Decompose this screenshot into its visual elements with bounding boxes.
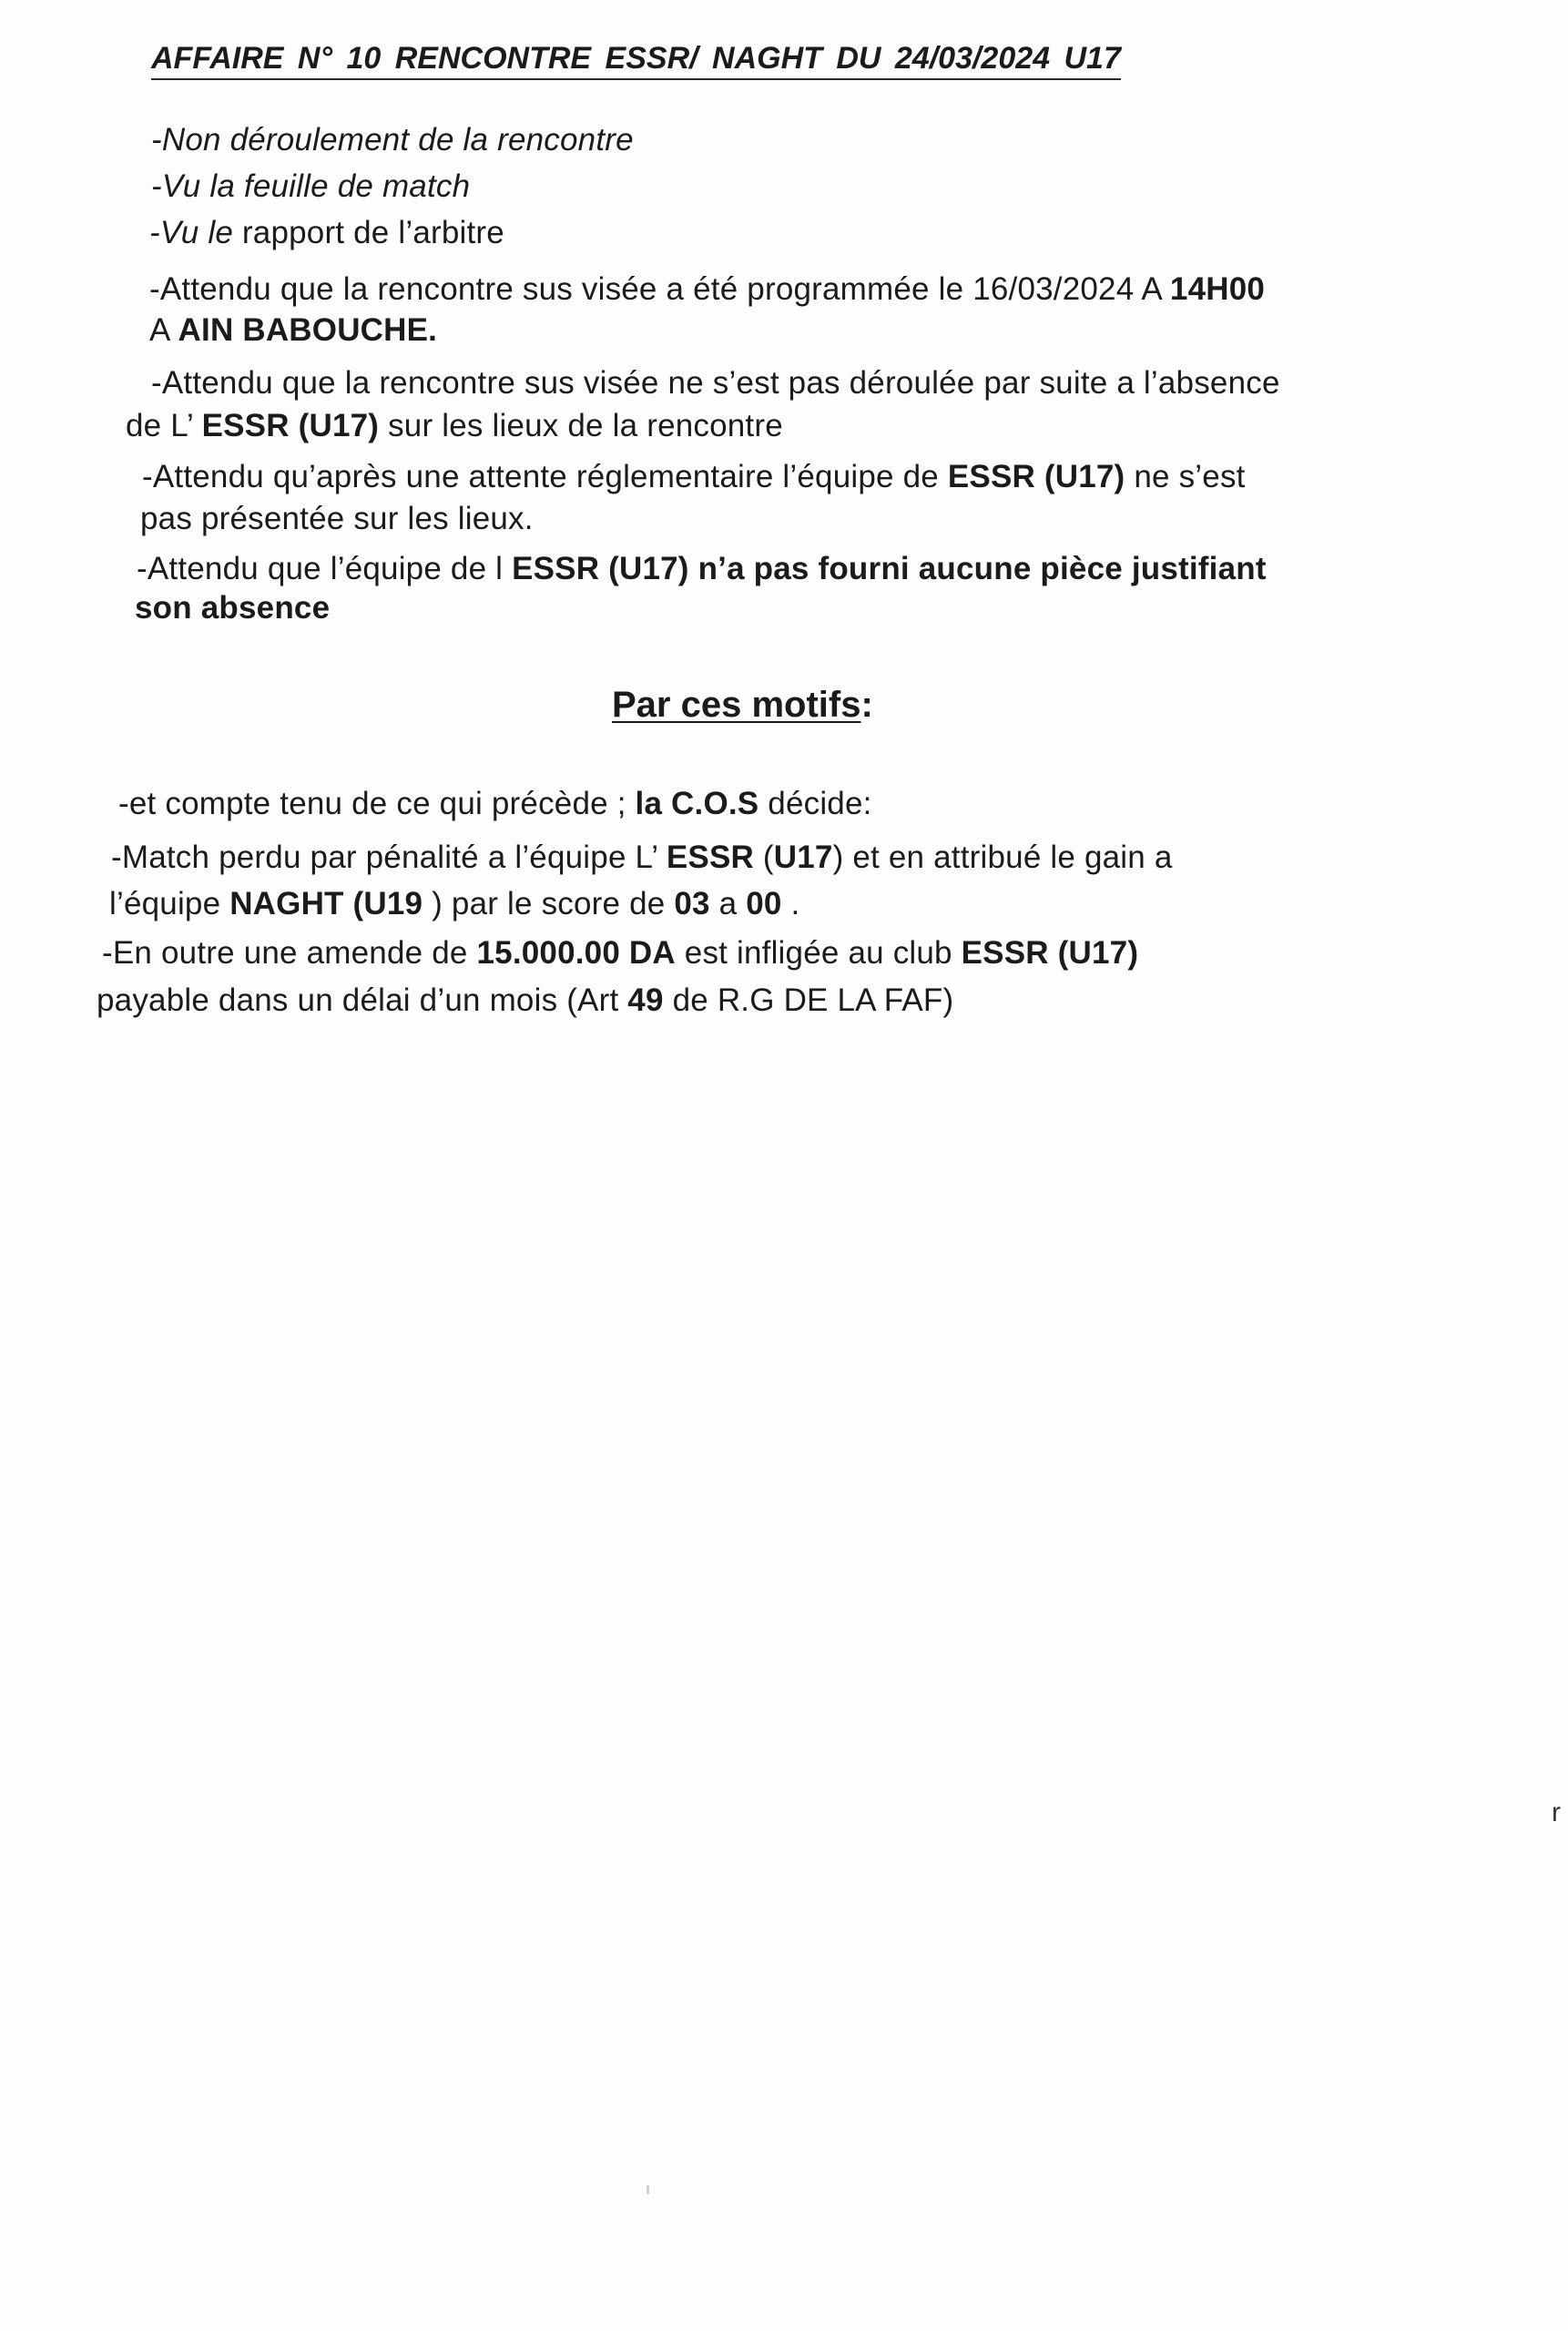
considerant-line (149, 311, 437, 350)
case-title: AFFAIRE N° 10 RENCONTRE ESSR/ NAGHT DU 24/03/2024 U17 (151, 41, 1121, 80)
decision-text-bold: NAGHT (U19 (229, 886, 423, 921)
considerant-line (151, 364, 1280, 402)
considerant-text: sur les lieux de la rencontre (379, 408, 783, 443)
decision-text-bold: ESSR (U17) (961, 935, 1139, 971)
section-heading-colon: : (860, 685, 873, 725)
considerant-line (149, 214, 504, 252)
section-heading (612, 685, 873, 726)
scan-speck (647, 2185, 649, 2194)
considerant-text: de L’ (126, 408, 202, 443)
considerant-text: -Attendu que l’équipe de l (137, 551, 513, 586)
decision-text-bold: 15.000.00 DA (476, 935, 676, 971)
considerant-text: pas présentée sur les lieux. (140, 501, 534, 536)
considerant-text: -Non déroulement de la rencontre (151, 122, 634, 158)
considerant-text-bold: ESSR (U17) n’a pas fourni aucune pièce justifiant (512, 551, 1267, 586)
decision-line (97, 982, 953, 1020)
considerant-text-bold: ESSR (U17) (201, 408, 380, 443)
considerant-text: -Vu la feuille de match (151, 168, 471, 204)
decision-text-bold: 49 (627, 982, 664, 1018)
considerant-line (126, 407, 783, 445)
decision-text-bold: ESSR (666, 840, 754, 875)
considerant-text-bold: son absence (135, 590, 331, 626)
decision-text: -Match perdu par pénalité a l’équipe L’ (111, 840, 667, 875)
decision-text: . (781, 886, 800, 921)
section-heading-text: Par ces motifs (612, 685, 861, 725)
decision-text: décide: (759, 786, 872, 821)
considerant-text: A (149, 312, 178, 348)
decision-text: l’équipe (109, 886, 230, 921)
decision-text: -En outre une amende de (102, 935, 477, 971)
considerant-line (151, 121, 634, 159)
decision-text: de R.G DE LA FAF) (663, 982, 954, 1018)
decision-text: ) et en attribué le gain a (832, 840, 1173, 875)
considerant-text: -Attendu que la rencontre sus visée a été programmée le 16/03/2024 A (149, 271, 1170, 307)
stray-scan-mark: r (1552, 1797, 1561, 1827)
decision-text-bold: 03 (674, 886, 710, 921)
decision-text: ( (754, 840, 774, 875)
decision-line (109, 885, 799, 923)
considerant-line (149, 270, 1265, 309)
considerant-text: rapport de l’arbitre (233, 215, 504, 250)
considerant-text: ne s’est (1125, 459, 1246, 494)
considerant-line (151, 168, 470, 206)
considerant-text: -Attendu que la rencontre sus visée ne s’est pas déroulée par suite a l’absence (151, 365, 1280, 401)
decision-text-bold: U17 (773, 840, 833, 875)
decision-text: ) par le score de (423, 886, 675, 921)
considerant-text-bold: AIN BABOUCHE. (178, 312, 438, 348)
considerant-text: -Attendu qu’après une attente réglementaire l’équipe de (142, 459, 948, 494)
decision-text-bold: la C.O.S (635, 786, 759, 821)
considerant-text-bold: ESSR (U17) (947, 459, 1125, 494)
decision-text: a (709, 886, 747, 921)
decision-line (111, 839, 1173, 877)
decision-text: -et compte tenu de ce qui précède ; (118, 786, 636, 821)
considerant-line (137, 550, 1267, 588)
decision-text: payable dans un délai d’un mois (Art (97, 982, 628, 1018)
decision-line (118, 785, 872, 823)
decision-line (102, 934, 1138, 972)
considerant-line (135, 589, 330, 627)
decision-text-bold: 00 (746, 886, 782, 921)
decision-text: est infligée au club (675, 935, 962, 971)
considerant-text-bold: 14H00 (1169, 271, 1266, 307)
considerant-line (140, 500, 534, 538)
considerant-line (142, 458, 1246, 496)
considerant-text: -Vu le (149, 215, 233, 250)
